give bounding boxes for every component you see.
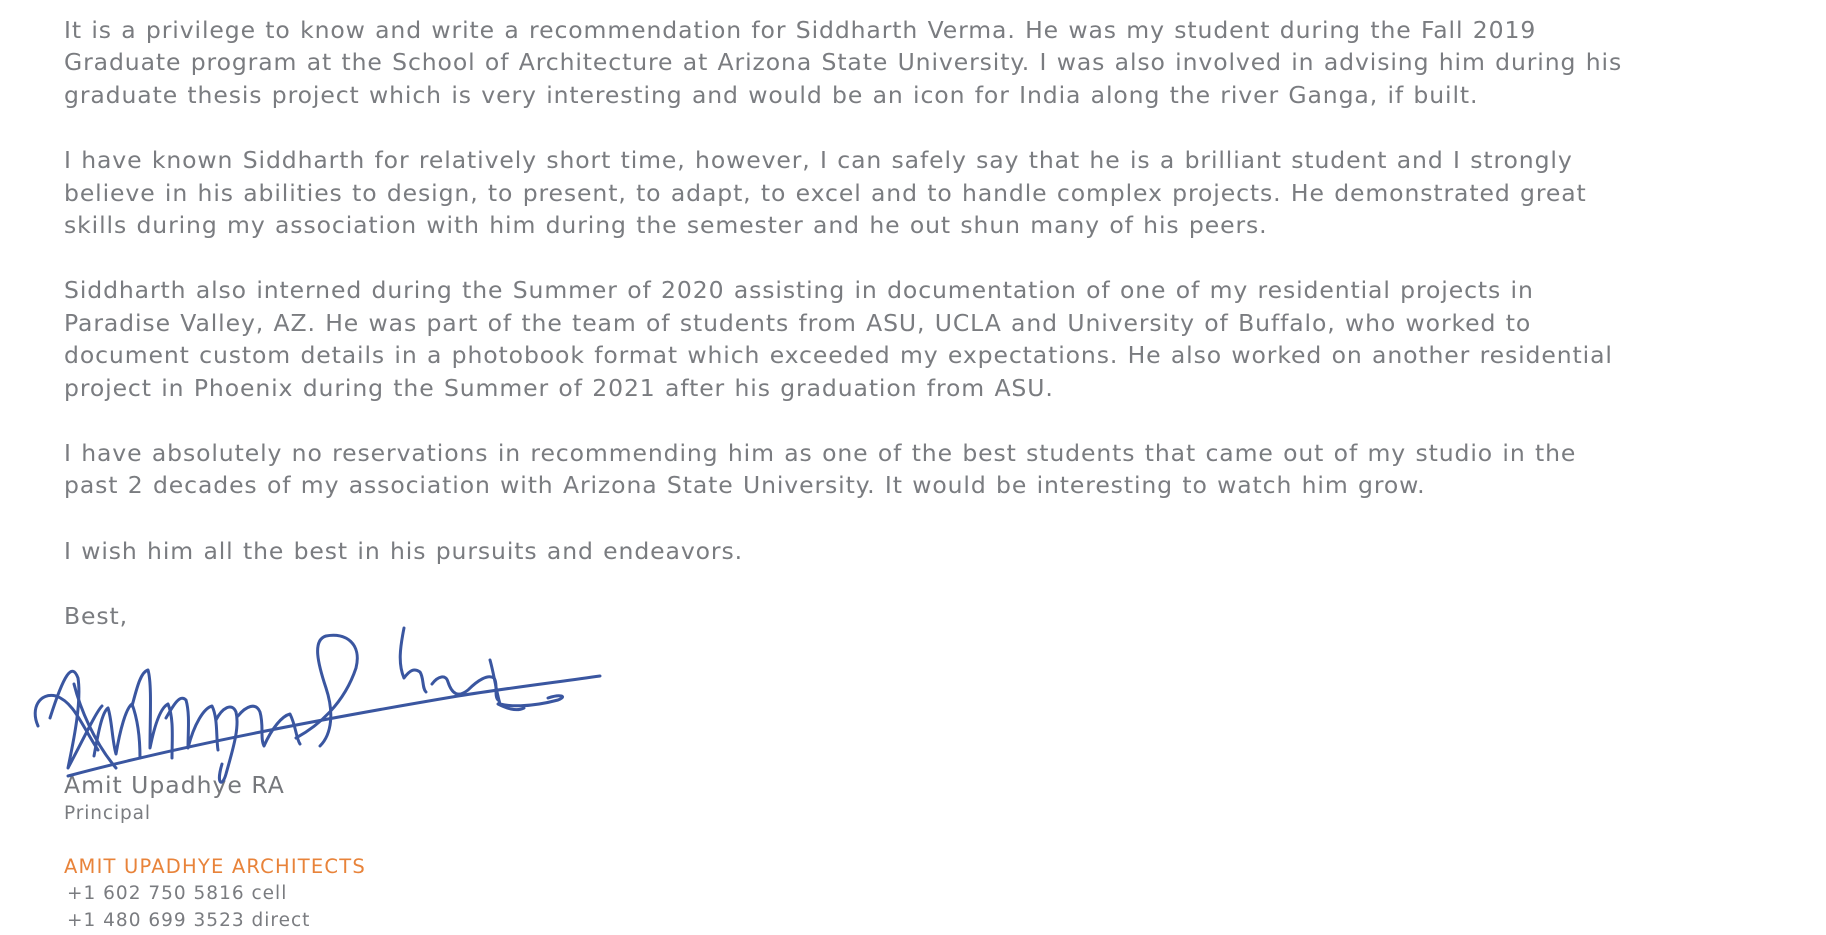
letter-paragraph-wishes: I wish him all the best in his pursuits and endeavors. xyxy=(64,536,743,565)
letter-closing: Best, xyxy=(64,602,129,631)
letter-paragraph-recommendation: I have absolutely no reservations in recommending him as one of the best students that came out of my studio in the past 2 decades of my association with Arizona State University. It would be interesting to watch him grow. xyxy=(64,439,1577,500)
direct-phone: +1 480 699 3523 direct xyxy=(67,910,311,931)
firm-name: AMIT UPADHYE ARCHITECTS xyxy=(64,855,366,878)
letter-paragraph-intro: It is a privilege to know and write a recommendation for Siddharth Verma. He was my student during the Fall 2019 Graduate program at the School of Architecture at Arizona State University. I was also involved in advising him during his graduate thesis project which is very interesting and would be an icon for India along the river Ganga, if built. xyxy=(64,16,1623,109)
handwritten-signature-icon xyxy=(28,608,618,792)
cell-phone: +1 602 750 5816 cell xyxy=(67,883,288,904)
letter-body xyxy=(64,14,1814,632)
signer-title: Principal xyxy=(64,803,151,824)
signer-name: Amit Upadhye RA xyxy=(64,771,285,799)
letter-paragraph-abilities: I have known Siddharth for relatively short time, however, I can safely say that he is a brilliant student and I strongly believe in his abilities to design, to present, to adapt, to excel and to handle complex projects. He demonstrated great skills during my association with him during the semester and he out shun many of his peers. xyxy=(64,146,1587,240)
letter-paragraph-internship: Siddharth also interned during the Summer of 2020 assisting in documentation of one of my residential projects in Paradise Valley, AZ. He was part of the team of students from ASU, UCLA and University of Buffalo, who worked to document custom details in a photobook format which exceeded my expectations. He also worked on another residential project in Phoenix during the Summer of 2021 after his graduation from ASU. xyxy=(64,276,1613,402)
